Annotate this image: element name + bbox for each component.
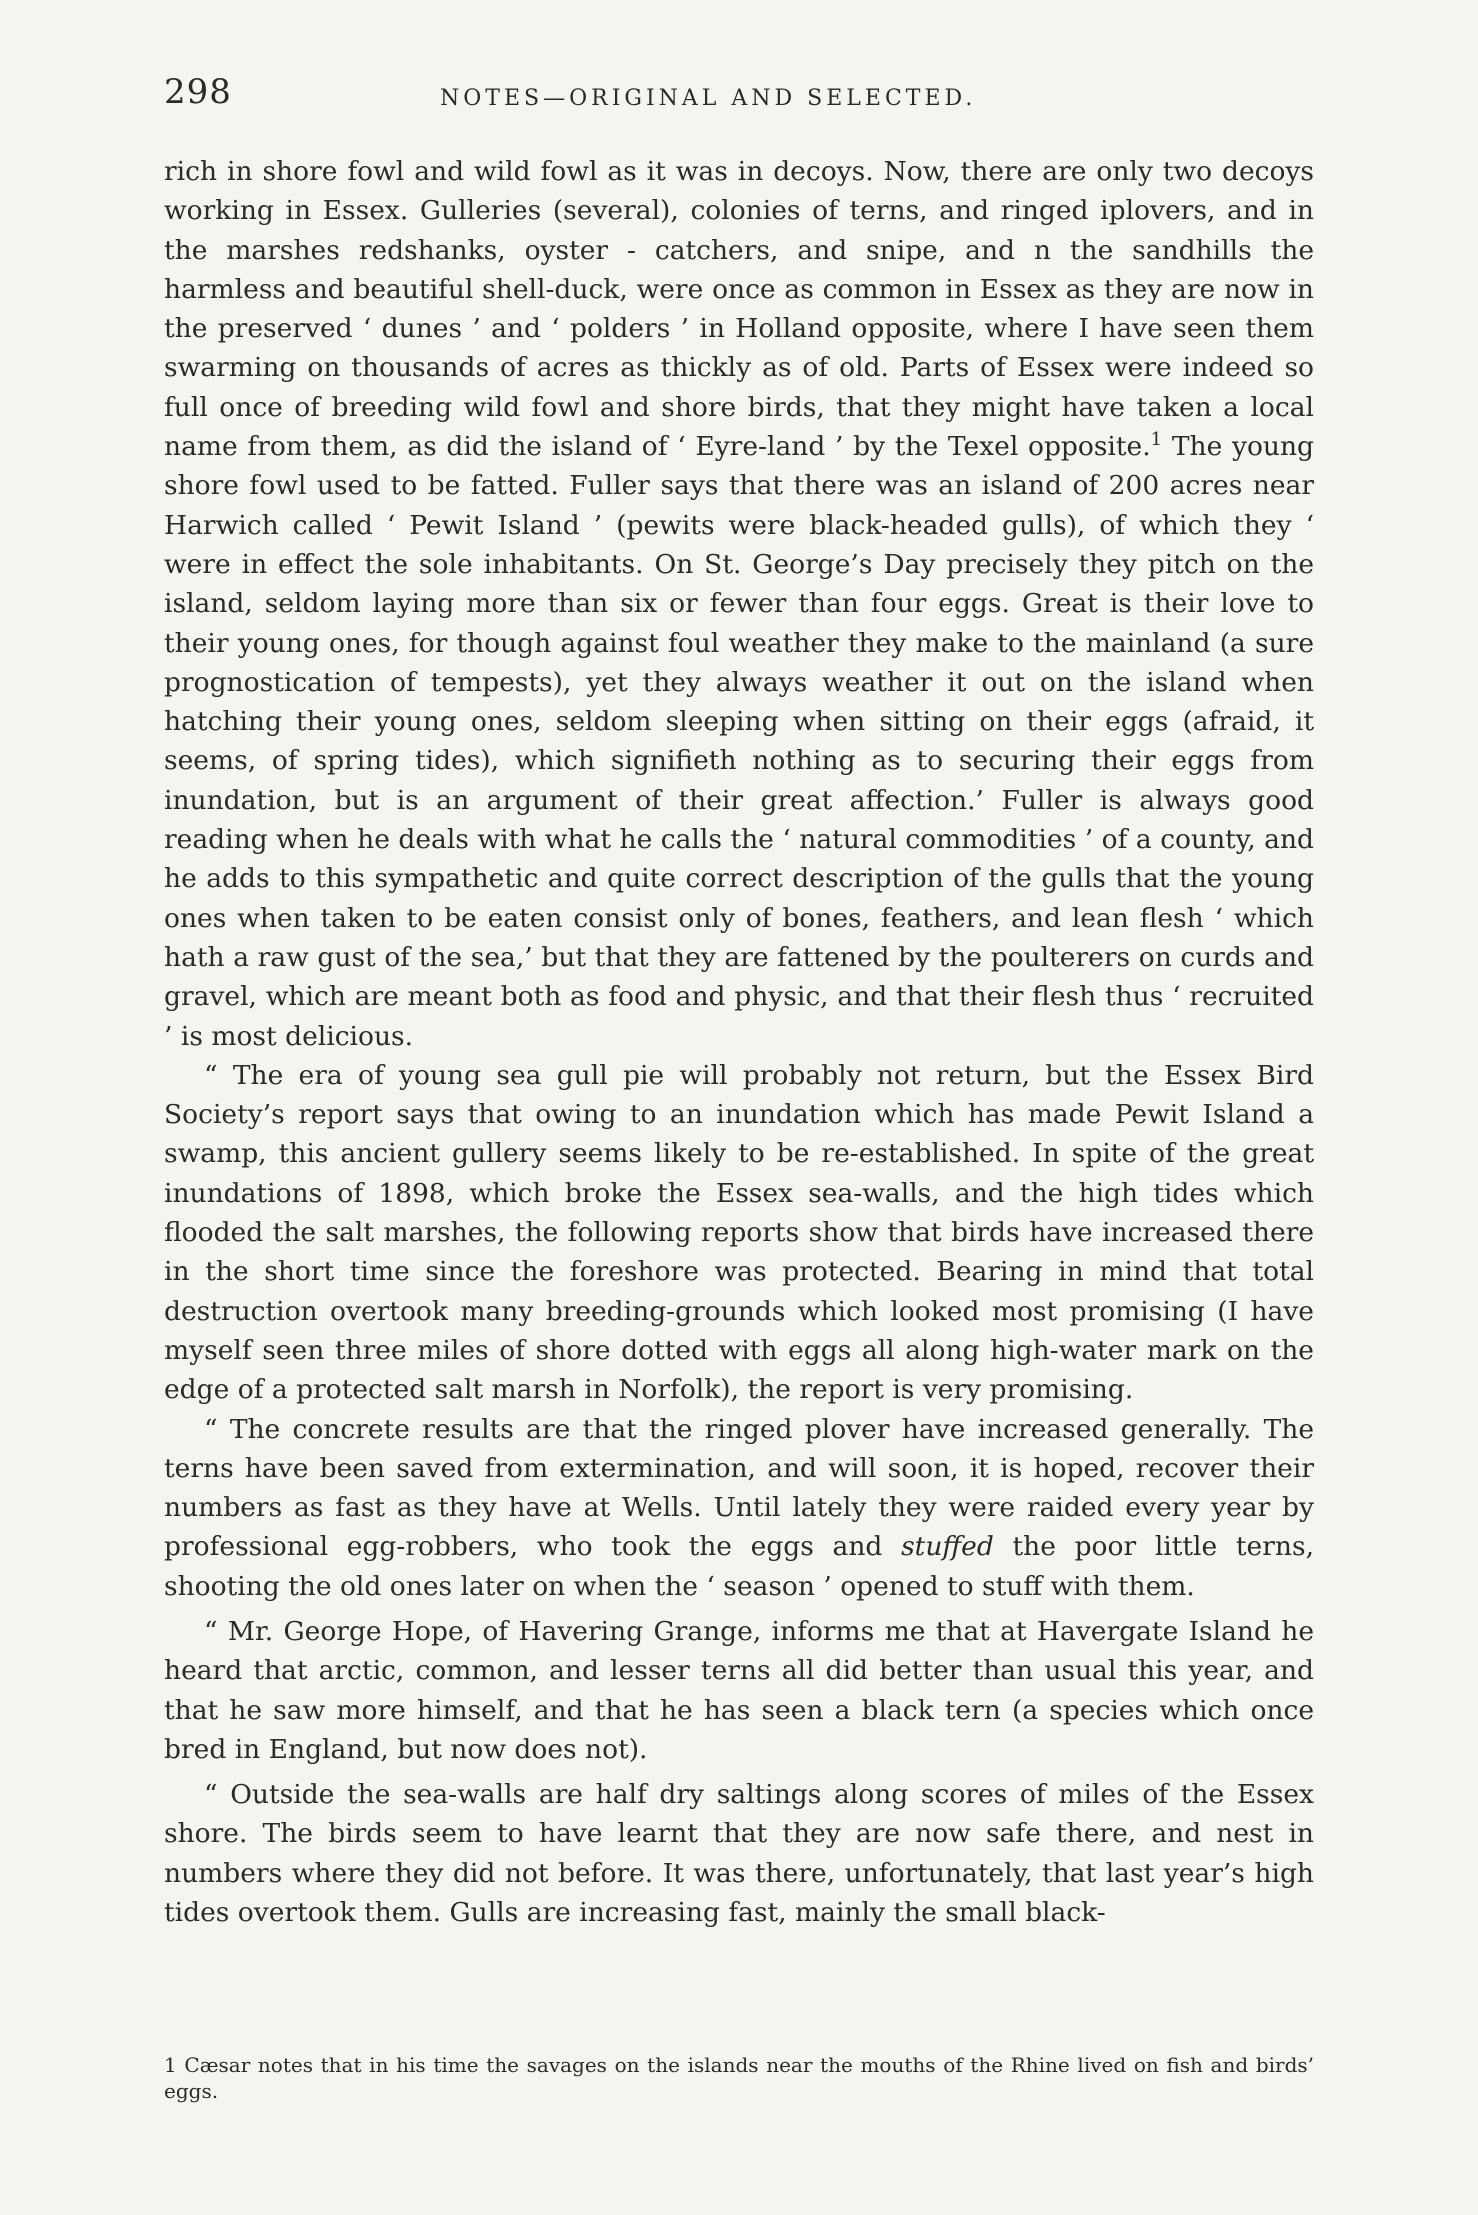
footnote-marker: 1 [1150, 429, 1163, 451]
running-head: NOTES—ORIGINAL AND SELECTED. [440, 86, 977, 111]
paragraph [164, 1612, 1314, 1769]
italic-text: stuffed [901, 1531, 994, 1563]
paragraph [164, 1410, 1314, 1606]
footnotes [164, 2052, 1314, 2104]
paragraph [164, 152, 1314, 1056]
text-run: The young shore fowl used to be fatted. Fuller says that there was an island of 200 acres near Harwich called ‘ Pewit Island ’ (pewits were black-headed gulls), of which they ‘ were in effect the sole inhabitants. On St. George’s Day precisely they pitch on the island, seldom laying more than six or fewer than four eggs. Great is their love to their young ones, for though against foul weather they make to the mainland (a sure prognostication of tempests), yet they always weather it out on the island when hatching their young ones, seldom sleeping when sitting on their eggs (afraid, it seems, of spring tides), which signifieth nothing as to securing their eggs from inundation, but is an argument of their great affection.’ Fuller is always good reading when he deals with what he calls the ‘ natural commodities ’ of a county, and he adds to this sympathetic and quite correct description of the gulls that the young ones when taken to be eaten consist only of bones, feathers, and lean flesh ‘ which hath a raw gust of the sea,’ but that they are fattened by the poulterers on curds and gravel, which are meant both as food and physic, and that their flesh thus ‘ recruited ’ is most delicious. [164, 431, 1314, 1052]
page-header [164, 72, 1314, 122]
footnote-number: 1 [164, 2053, 177, 2077]
text-run: “ The era of young sea gull pie will probably not return, but the Essex Bird Society’s report says that owing to an inundation which has made Pewit Island a swamp, this ancient gullery seems likely to be re-established. In spite of the great inundations of 1898, which broke the Essex sea-walls, and the high tides which flooded the salt marshes, the following reports show that birds have increased there in the short time since the foreshore was protected. Bearing in mind that total destruction overtook many breeding-grounds which looked most promising (I have myself seen three miles of shore dotted with eggs all along high-water mark on the edge of a protected salt marsh in Norfolk), the report is very promising. [164, 1059, 1314, 1406]
text-run: “ The concrete results are that the ringed plover have increased generally. The terns have been saved from extermination, and will soon, it is hoped, recover their numbers as fast as they have at Wells. Until lately they were raided every year by professional egg-robbers, who took the eggs and [164, 1413, 1314, 1563]
paragraph [164, 1775, 1314, 1932]
footnote [164, 2052, 1314, 2104]
text-run: “ Mr. George Hope, of Havering Grange, informs me that at Havergate Island he heard that arctic, common, and lesser terns all did better than usual this year, and that he saw more himself, and that he has seen a black tern (a species which once bred in England, but now does not). [164, 1615, 1314, 1765]
body-text [164, 152, 1314, 1932]
page-number: 298 [164, 72, 232, 112]
text-run: rich in shore fowl and wild fowl as it was in decoys. Now, there are only two decoys working in Essex. Gulleries (several), colonies of terns, and ringed iplovers, and in the marshes redshanks, oyster - catchers, and snipe, and n the sandhills the harmless and beautiful shell-duck, were once as common in Essex as they are now in the preserved ‘ dunes ’ and ‘ polders ’ in Holland opposite, where I have seen them swarming on thousands of acres as thickly as of old. Parts of Essex were indeed so full once of breeding wild fowl and shore birds, that they might have taken a local name from them, as did the island of ‘ Eyre-land ’ by the Texel opposite. [164, 156, 1314, 463]
paragraph [164, 1056, 1314, 1410]
footnote-text: Cæsar notes that in his time the savages on the islands near the mouths of the Rhine lived on fish and birds’ eggs. [164, 2053, 1315, 2103]
text-run: “ Outside the sea-walls are half dry saltings along scores of miles of the Essex shore. The birds seem to have learnt that they are now safe there, and nest in numbers where they did not before. It was there, unfortunately, that last year’s high tides overtook them. Gulls are increasing fast, mainly the small black- [164, 1779, 1314, 1929]
text-run: the poor little terns, shooting the old ones later on when the ‘ season ’ opened to stuff with them. [164, 1531, 1314, 1602]
